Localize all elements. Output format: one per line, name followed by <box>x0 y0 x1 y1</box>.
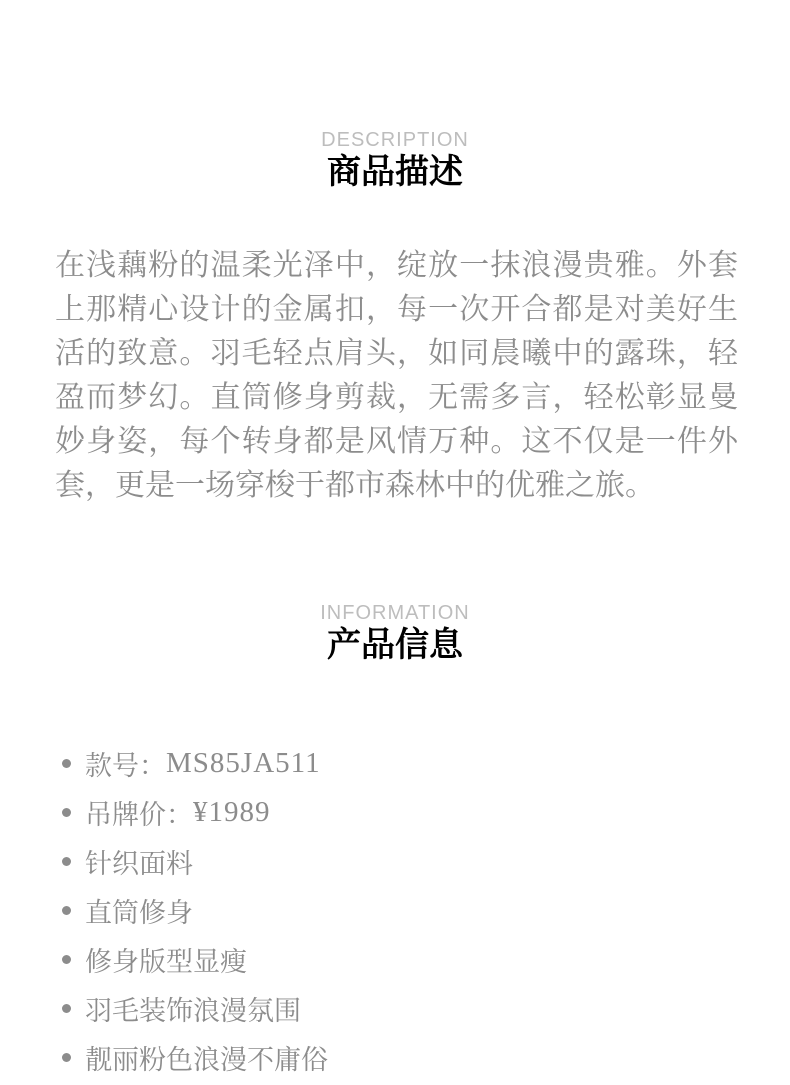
info-item-value: MS85JA511 <box>166 747 321 779</box>
info-item-label: 靓丽粉色浪漫不庸俗 <box>85 1045 328 1075</box>
information-title: 产品信息 <box>327 626 463 664</box>
list-item-tag-price <box>0 788 790 837</box>
info-item-label: 款号： <box>85 751 166 781</box>
product-info-list <box>0 739 790 1082</box>
info-item-label: 直筒修身 <box>85 898 193 928</box>
bullet-dot-icon <box>62 857 71 866</box>
bullet-dot-icon <box>62 955 71 964</box>
list-item-style-number <box>0 739 790 788</box>
bullet-dot-icon <box>62 1004 71 1013</box>
bullet-dot-icon <box>62 906 71 915</box>
info-item-label: 针织面料 <box>85 849 193 879</box>
info-item-value: ¥1989 <box>193 796 271 828</box>
list-item-fit <box>0 935 790 984</box>
list-item-fabric <box>0 837 790 886</box>
bullet-dot-icon <box>62 808 71 817</box>
list-item-color <box>0 1033 790 1082</box>
description-section <box>0 0 790 508</box>
information-header <box>0 603 790 664</box>
bullet-dot-icon <box>62 1053 71 1062</box>
info-item-label: 修身版型显瘦 <box>85 947 247 977</box>
list-item-cut <box>0 886 790 935</box>
bullet-dot-icon <box>62 759 71 768</box>
info-item-label: 羽毛装饰浪漫氛围 <box>85 996 301 1026</box>
description-header <box>0 0 790 191</box>
list-item-feather <box>0 984 790 1033</box>
information-eyebrow-label: INFORMATION <box>320 602 470 624</box>
description-title: 商品描述 <box>327 153 463 191</box>
description-paragraph: 在浅藕粉的温柔光泽中，绽放一抹浪漫贵雅。外套上那精心设计的金属扣，每一次开合都是对美好生活的致意。羽毛轻点肩头，如同晨曦中的露珠，轻盈而梦幻。直筒修身剪裁，无需多言，轻松彰显曼妙身姿，每个转身都是风情万种。这不仅是一件外套，更是一场穿梭于都市森林中的优雅之旅。 <box>55 249 738 502</box>
info-item-label: 吊牌价： <box>85 800 193 830</box>
description-eyebrow-label: DESCRIPTION <box>321 129 469 151</box>
information-section <box>0 603 790 1082</box>
